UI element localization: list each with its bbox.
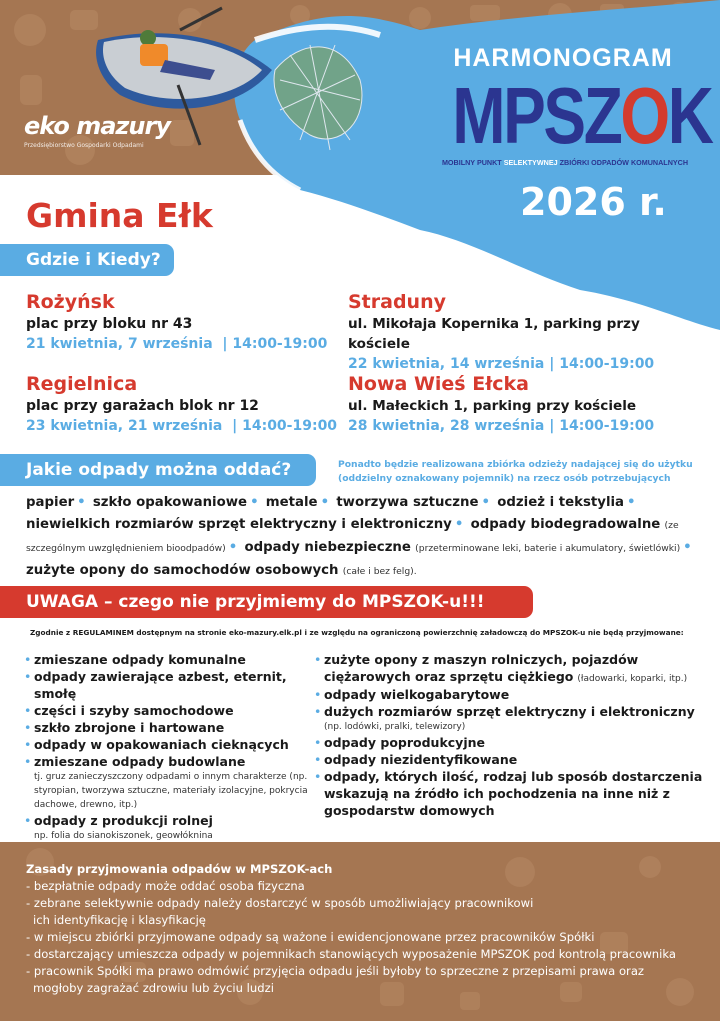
accepted-item: zużyte opony do samochodów osobowych [26, 563, 339, 578]
rejected-item-label: zużyte opony z maszyn rolniczych, pojazdów ciężarowych oraz sprzętu ciężkiego [324, 652, 639, 684]
location-dates: 28 kwietnia, 28 września | 14:00-19:00 [348, 418, 655, 434]
location-address: plac przy bloku nr 43 [26, 316, 193, 332]
rejected-item-label: odpady wielkogabarytowe [324, 687, 510, 702]
kicker-heading: HARMONOGRAM [453, 44, 673, 72]
location-address: plac przy garażach blok nr 12 [26, 398, 259, 414]
rejected-item [314, 768, 714, 819]
location-card [348, 372, 688, 436]
location-card [348, 290, 688, 374]
logo-tagline: Przedsiębiorstwo Gospodarki Odpadami [24, 142, 144, 149]
accepted-waste-list: papier • szkło opakowaniowe • metale • tworzywa sztuczne • odzież i tekstylia • niewielkich rozmiarów sprzęt elektryczny i elektroniczny • odpady biodegradowalne (ze szczególnym uwzględnieniem bioodpadów) • odpady niebezpieczne (przeterminowane leki, baterie i akumulatory, świetlówki) • zużyte opony do samochodów osobowych (całe i bez felg). [26, 495, 692, 578]
rejected-item [24, 812, 320, 843]
rejected-item [24, 753, 320, 812]
title-subtitle [424, 158, 706, 167]
rejected-item-note: (ładowarki, koparki, itp.) [577, 674, 688, 684]
rules-title: Zasady przyjmowania odpadów w MPSZOK-ach [26, 862, 333, 876]
rejected-waste-heading: UWAGA – czego nie przyjmiemy do MPSZOK-u!!! [0, 586, 533, 618]
rule-line: - w miejscu zbiórki przyjmowane odpady są ważone i ewidencjonowane przez pracowników Spółki [26, 930, 595, 944]
rejected-item-label: odpady poprodukcyjne [324, 735, 485, 750]
rejected-item [314, 751, 714, 768]
rejected-item-label: odpady w opakowaniach cieknących [34, 737, 289, 752]
rejected-item [24, 719, 320, 736]
rejected-item [24, 736, 320, 753]
rejected-item [314, 703, 714, 734]
location-address: ul. Małeckich 1, parking przy kościele [348, 398, 637, 414]
rejected-item-label: odpady, których ilość, rodzaj lub sposób dostarczenia wskazują na źródło ich pochodzenia na inne niż z gospodarstw domowych [324, 769, 703, 818]
subtitle-part: ZBIÓRKI ODPADÓW KOMUNALNYCH [557, 158, 689, 167]
rejected-item-label: szkło zbrojone i hartowane [34, 720, 225, 735]
accepted-waste-heading: Jakie odpady można oddać? [0, 454, 316, 486]
rejected-item [24, 668, 320, 702]
rule-line: - zebrane selektywnie odpady należy dostarczyć w sposób umożliwiający pracownikowi [26, 896, 534, 910]
accepted-item: tworzywa sztuczne [336, 495, 479, 510]
rejected-item-label: zmieszane odpady komunalne [34, 652, 246, 667]
rule-line: ich identyfikację i klasyfikację [33, 913, 206, 927]
location-name: Rożyńsk [26, 291, 115, 313]
rejected-list-left [24, 651, 320, 843]
title-part: K [667, 71, 712, 160]
accepted-item: odpady niebezpieczne [244, 540, 411, 555]
accepted-item-note: (przeterminowane leki, baterie i akumulatory, świetlówki) [415, 543, 681, 554]
rejected-list-right [314, 651, 714, 819]
lifebuoy-o-letter: O [620, 71, 668, 160]
where-when-heading: Gdzie i Kiedy? [0, 244, 174, 276]
regulation-note: Zgodnie z REGULAMINEM dostępnym na stronie eko-mazury.elk.pl i ze względu na ograniczoną powierzchnię załadowczą do MPSZOK-u nie będą przyjmowane: [30, 628, 684, 637]
accepted-item: papier [26, 495, 75, 510]
subtitle-part: MOBILNY PUNKT [441, 158, 504, 167]
rejected-item-label: odpady z produkcji rolnej [34, 813, 213, 828]
accepted-item: niewielkich rozmiarów sprzęt elektryczny i elektroniczny [26, 517, 452, 532]
rule-line: - dostarczający umieszcza odpady w pojemnikach stanowiących wyposażenie MPSZOK pod kontrolą pracownika [26, 947, 676, 961]
accepted-item: odzież i tekstylia [497, 495, 625, 510]
location-name: Straduny [348, 291, 446, 313]
accepted-item-note: (całe i bez felg). [342, 566, 417, 577]
rejected-item-label: odpady niezidentyfikowane [324, 752, 518, 767]
title-part: MPSZ [452, 71, 621, 160]
logo-name: eko mazury [24, 112, 170, 140]
rejected-item [314, 734, 714, 751]
rule-line: - bezpłatnie odpady może oddać osoba fizyczna [26, 879, 305, 893]
subtitle-highlight: SELEKTYWNEJ [503, 158, 558, 167]
rejected-item-note: tj. gruz zanieczyszczony odpadami o innym charakterze (np. styropian, tworzywa sztuczne, materiały izolacyjne, pokrycia dachowe, drewno, itp.) [34, 772, 308, 810]
rejected-item-label: zmieszane odpady budowlane [34, 754, 246, 769]
location-card [26, 372, 366, 436]
location-name: Nowa Wieś Ełcka [348, 373, 529, 395]
location-dates: 23 kwietnia, 21 września | 14:00-19:00 [26, 418, 338, 434]
rejected-item [314, 686, 714, 703]
accepted-item-note: (ze szczególnym uwzględnieniem bioodpadów) [26, 520, 679, 554]
location-dates: 22 kwietnia, 14 września | 14:00-19:00 [348, 356, 655, 372]
rejected-item [24, 702, 320, 719]
rejected-item [314, 651, 714, 686]
municipality-title: Gmina Ełk [26, 196, 213, 235]
year-label: 2026 r. [520, 180, 667, 224]
rule-line: mogłoby zagrażać zdrowiu lub życiu ludzi [33, 981, 274, 995]
eko-mazury-logo [24, 112, 170, 149]
accepted-item: szkło opakowaniowe [92, 495, 248, 510]
location-dates: 21 kwietnia, 7 września | 14:00-19:00 [26, 336, 328, 352]
rejected-item-note: np. folia do sianokiszonek, geowłóknina [34, 831, 213, 841]
location-name: Regielnica [26, 373, 138, 395]
rejected-item [24, 651, 320, 668]
rules-text [26, 861, 716, 997]
rejected-item-label: dużych rozmiarów sprzęt elektryczny i elektroniczny [324, 704, 695, 719]
rejected-item-note: (np. lodówki, pralki, telewizory) [324, 722, 466, 732]
accepted-item: odpady biodegradowalne [470, 517, 661, 532]
location-address: ul. Mikołaja Kopernika 1, parking przy kościele [348, 316, 640, 352]
rule-line: - pracownik Spółki ma prawo odmówić przyjęcia odpadu jeśli byłoby to sprzeczne z przepisami prawa oraz [26, 964, 645, 978]
rejected-item-label: odpady zawierające azbest, eternit, smołę [34, 669, 287, 701]
location-card [26, 290, 366, 354]
clothes-collection-note: Ponadto będzie realizowana zbiórka odzieży nadającej się do użytku (oddzielny oznakowany pojemnik) na rzecz osób potrzebujących [338, 459, 693, 484]
main-title [452, 71, 712, 160]
accepted-item: metale [265, 495, 318, 510]
rejected-item-label: części i szyby samochodowe [34, 703, 234, 718]
